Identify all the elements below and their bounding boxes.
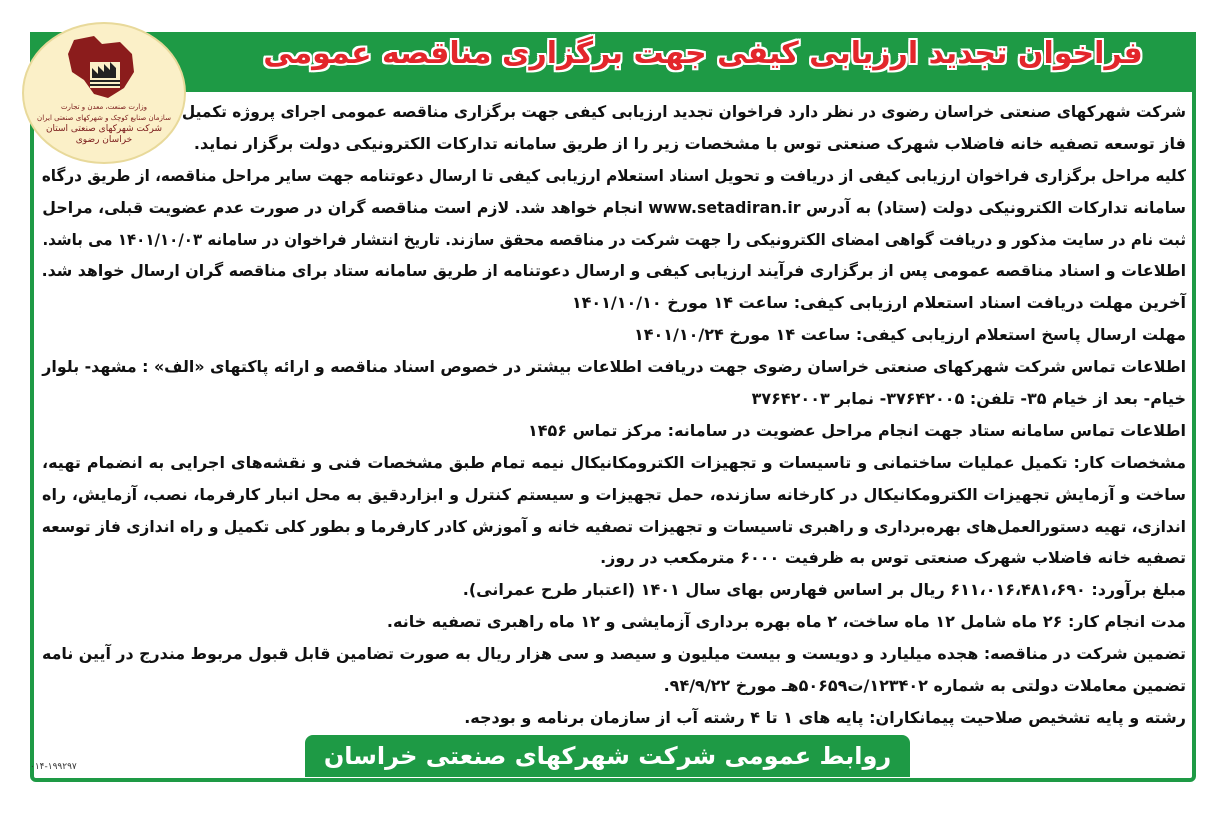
ad-title: فراخوان تجدید ارزیابی کیفی جهت برگزاری مناقصه عمومی (263, 36, 1143, 71)
body-line: رشته و پایه تشخیص صلاحیت پیمانکاران: پایه های ۱ تا ۴ رشته آب از سازمان برنامه و بودجه. (464, 707, 1186, 727)
body-line: اطلاعات و اسناد مناقصه عمومی پس از برگزاری فرآیند ارزیابی کیفی و ارسال دعوتنامه از طریق سامانه ستاد برای مناقصه گران ارسال خواهد شد. (41, 261, 1186, 281)
body-line: فاز توسعه تصفیه خانه فاضلاب شهرک صنعتی توس با مشخصات زیر را از طریق سامانه تدارکات الکترونیکی دولت برگزار نماید. (193, 133, 1186, 153)
ad-body (42, 96, 1186, 734)
body-line: کلیه مراحل برگزاری فراخوان ارزیابی کیفی از دریافت و تحویل اسناد استعلام ارزیابی کیفی تا ارسال دعوتنامه جهت سایر مراحل مناقصه، از طریق درگاه (41, 165, 1187, 185)
title-banner (30, 32, 1196, 92)
logo-line: وزارت صنعت، معدن و تجارت (60, 103, 148, 111)
body-line: تضمین معاملات دولتی به شماره ۱۲۳۴۰۲/ت۵۰۶۵۹هـ مورخ ۹۴/۹/۲۲. (663, 676, 1186, 696)
body-line: تصفیه خانه فاضلاب شهرک صنعتی توس به ظرفیت ۶۰۰۰ مترمکعب در روز. (600, 548, 1186, 568)
body-line: ساخت و آزمایش تجهیزات الکترومکانیکال در کارخانه سازنده، حمل تجهیزات و سیستم کنترل و ابزاردقیق به محل انبار کارفرما، نصب، آزمایش، راه (42, 484, 1186, 504)
body-line: شرکت شهرکهای صنعتی خراسان رضوی در نظر دارد فراخوان تجدید ارزیابی کیفی جهت برگزاری مناقصه عمومی اجرای پروژه تکمیل (181, 102, 1187, 121)
body-line: مدت انجام کار: ۲۶ ماه شامل ۱۲ ماه ساخت، ۲ ماه بهره برداری آزمایشی و ۱۲ ماه راهبری تصفیه خانه. (386, 612, 1186, 632)
body-line: آخرین مهلت دریافت اسناد استعلام ارزیابی کیفی: ساعت ۱۴ مورخ ۱۴۰۱/۱۰/۱۰ (571, 293, 1186, 313)
body-line: خیام- بعد از خیام ۳۵- تلفن: ۳۷۶۴۲۰۰۵- نمابر ۳۷۶۴۲۰۰۳ (751, 389, 1186, 409)
body-line: مهلت ارسال پاسخ استعلام ارزیابی کیفی: ساعت ۱۴ مورخ ۱۴۰۱/۱۰/۲۴ (633, 325, 1186, 345)
body-line: مشخصات کار: تکمیل عملیات ساختمانی و تاسیسات و تجهیزات الکترومکانیکال نیمه تمام طبق مشخصات فنی و نقشه‌های اجرایی به انضمام تهیه، (42, 452, 1186, 472)
logo-line: سازمان صنایع کوچک و شهرکهای صنعتی ایران (37, 114, 171, 122)
body-line: مبلغ برآورد: ۶۱۱،۰۱۶،۴۸۱،۶۹۰ ریال بر اساس فهارس بهای سال ۱۴۰۱ (اعتبار طرح عمرانی). (462, 580, 1186, 600)
body-line: ثبت نام در سایت مذکور و دریافت گواهی امضای الکترونیکی را جهت شرکت در مناقصه محقق سازند. تاریخ انتشار فراخوان در سامانه ۱۴۰۱/۱۰/۰۳ می باشد. (42, 229, 1187, 249)
ad-code: ۰۱۴-۱۹۹۲۹۷ (30, 762, 77, 772)
body-line: اندازی، تهیه دستورالعمل‌های بهره‌برداری و راهبری تاسیسات و تجهیزات تصفیه خانه و آموزش کادر کارفرما و بطور کلی تکمیل و راه اندازی فاز توسعه (41, 516, 1187, 536)
footer-signature: روابط عمومی شرکت شهرکهای صنعتی خراسان رضوی (305, 735, 910, 777)
logo-line: شرکت شهرکهای صنعتی استان خراسان رضوی (45, 124, 163, 145)
iran-map-factory-icon (64, 32, 140, 104)
body-line: تضمین شرکت در مناقصه: هجده میلیارد و دویست و بیست میلیون و سیصد و سی هزار ریال به صورت تضامین قابل قبول مربوط مندرج در آیین نامه (41, 644, 1187, 664)
body-line: اطلاعات تماس سامانه ستاد جهت انجام مراحل عضویت در سامانه: مرکز تماس ۱۴۵۶ (527, 420, 1186, 440)
body-line: اطلاعات تماس شرکت شهرکهای صنعتی خراسان رضوی جهت دریافت اطلاعات بیشتر در خصوص اسناد مناقصه و ارائه پاکتهای «الف» : مشهد- بلوار (42, 357, 1187, 377)
body-line: سامانه تدارکات الکترونیکی دولت (ستاد) به آدرس www.setadiran.ir انجام خواهد شد. لازم است مناقصه گران در صورت عدم عضویت قبلی، مراحل (42, 197, 1186, 217)
